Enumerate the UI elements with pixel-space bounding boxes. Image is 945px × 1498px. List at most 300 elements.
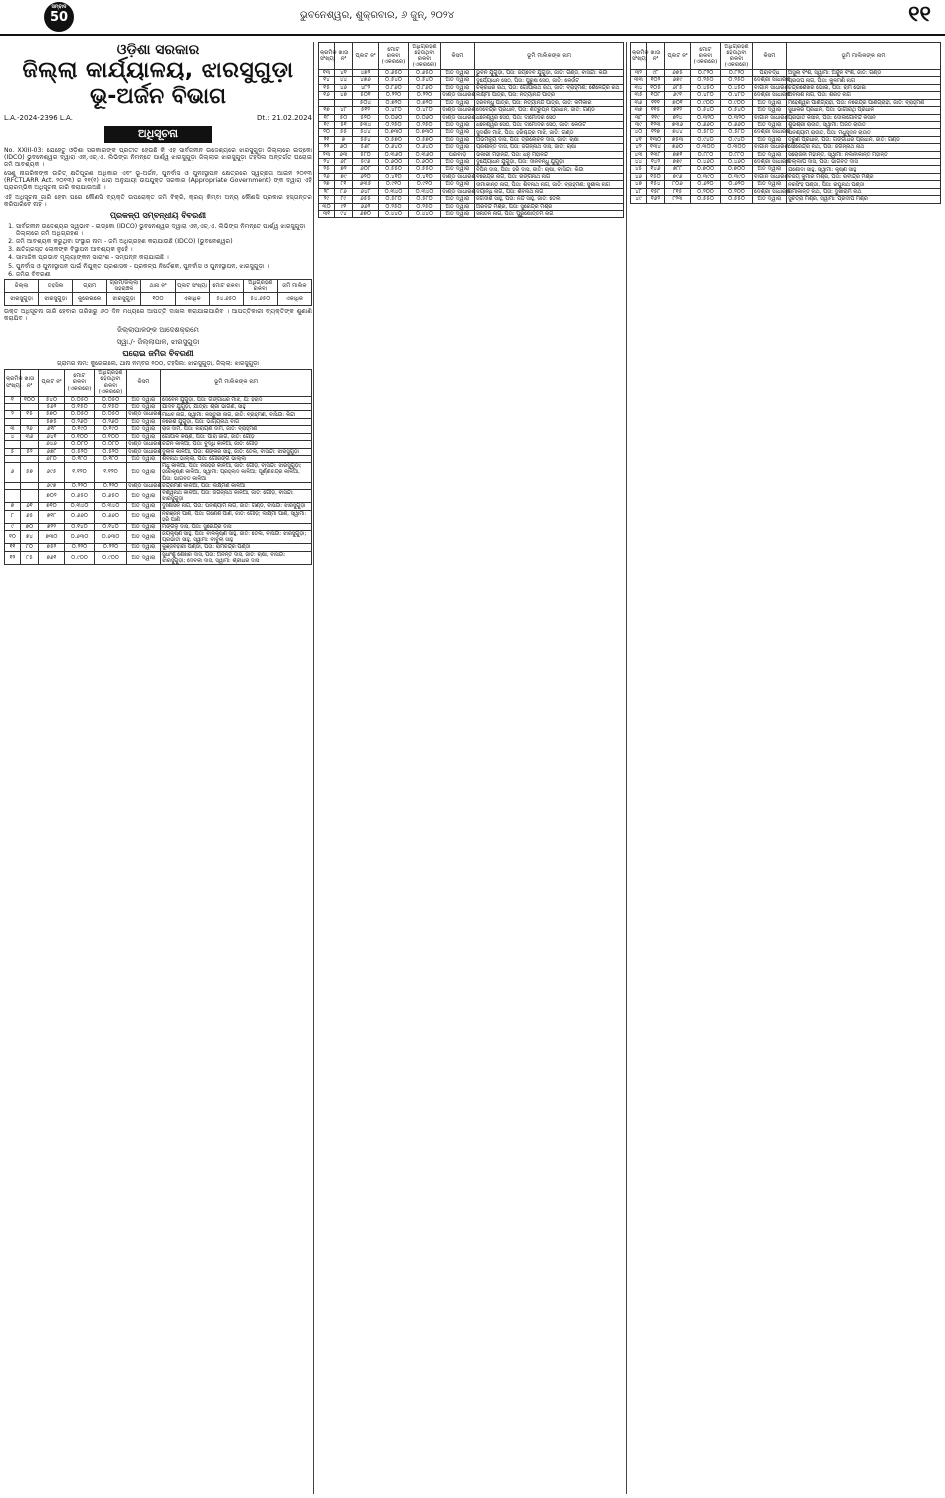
- kisam-cell: ଦାଣ୍ଡ ସାଧାରଣ: [442, 107, 476, 114]
- owner-cell: ନରେଶ ଯୁଗୁଡ଼ା, ପିତା: ଭାଗ୍ୟନାଥ ବାଗ: [161, 418, 312, 425]
- acquired-area-cell: ୦.୮୬୦: [409, 84, 441, 91]
- owner-cell: ସୁଚିତ୍ରା ମିଶ୍ର, ସ୍ୱାମୀ: ପ୍ରଦୀପ ମିଶ୍ର: [787, 196, 941, 203]
- kisam-cell: ଦେଶ୍ରୀ ସାଧାରଣ: [754, 77, 791, 84]
- plot-cell: ୫୭୫: [39, 418, 65, 425]
- acquired-area-cell: ୦.୧୮୦: [95, 455, 127, 462]
- total-area-cell: ୦.୦୫୦: [65, 396, 95, 403]
- plot-cell: ୭୦୨: [39, 490, 65, 503]
- acquired-area-cell: ୦.୫୭୦: [409, 136, 441, 143]
- village-line: ଗ୍ରାମର ନାମ: କୁରେଇଲେ, ଥାନା ନମ୍ବର ୧୦୦, ତହସିଲ: ଝାରସୁଗୁଡ଼ା, ଜିଲ୍ଲା: ଝାରସୁଗୁଡ଼ା: [57, 359, 259, 367]
- issue-date: ଭୁବନେଶ୍ୱର, ଶୁକ୍ରବାର, ୬ ଜୁନ୍, ୨୦୨୪: [300, 10, 455, 21]
- kisam-cell: ଅତ ଦ୍ୱାରା: [753, 196, 787, 203]
- acquired-area-cell: ୦.୨୦୦: [721, 188, 753, 195]
- acquired-area-cell: ୦.୯୪୦: [721, 136, 753, 143]
- kisam-cell: ଅତ ଦ୍ୱାରା: [441, 70, 475, 77]
- kisam-cell: ଅତ ଦ୍ୱାରା: [127, 426, 161, 433]
- plot-cell: ୫୫୪: [353, 136, 379, 143]
- table-row: [319, 121, 624, 128]
- land-table-header: ଖାତା ନଂ: [647, 43, 665, 70]
- owner-cell: ସୁଦର୍ଶନ ମାଝି, ପିତା: ହରିଶ୍ଚନ୍ଦ୍ର ମାଝି, ଜାତି: ଗଣ୍ଡ: [475, 129, 624, 136]
- serial-cell: ୩: [5, 426, 21, 433]
- plot-cell: ୭୦୧: [665, 99, 691, 106]
- kisam-cell: ଦାଣ୍ଡ ସାଧାରଣ: [128, 448, 162, 455]
- kisam-cell: ଅତ ଦ୍ୱାରା: [127, 523, 161, 530]
- land-table-header: ଖାତା ନଂ: [335, 43, 353, 70]
- acquired-area-cell: ୦.୭୩୦: [409, 129, 441, 136]
- project-table-header: ତହସିଲ: [39, 279, 73, 292]
- serial-cell: [5, 455, 21, 462]
- kisam-cell: ଅତ ଦ୍ୱାରା: [127, 490, 161, 503]
- project-table-cell: ଝାରସୁଗୁଡ଼ା: [107, 293, 141, 306]
- land-table-header: ପ୍ଲଟ ନଂ: [39, 369, 65, 396]
- project-point: 5. ପୁନର୍ବାସ ଓ ପୁନଃସ୍ଥାପନ ପାଇଁ ନିଯୁକ୍ତ ପ୍ରଶାସକ - ପ୍ରକଳ୍ପ ନିର୍ଦ୍ଦେଶକ, ପୁନର୍ବାସ ଓ ପୁନଃସ୍ଥାପନ, ଝାରସୁଗୁଡ଼ା ।: [16, 263, 312, 270]
- kisam-cell: ଅତ ଦ୍ୱାରା: [753, 166, 787, 173]
- total-area-cell: ୦.୨୫୦: [379, 203, 409, 210]
- total-area-cell: ୦.୫୫୦: [691, 196, 721, 203]
- khata-cell: ୧୦୨: [647, 77, 665, 84]
- plot-cell: ୮୦୬: [665, 181, 691, 188]
- serial-cell: ୧୭: [319, 107, 335, 114]
- project-table-cell: ୫୪.୬୫୦: [243, 293, 277, 306]
- owner-cell: ଭିକାରୀ ମହାନନ୍ଦ, ପିତା: ଧନୁ ମହାନନ୍ଦ: [475, 151, 624, 158]
- khata-cell: ୧୦୫: [647, 84, 665, 91]
- total-area-cell: ୦.୧୮୦: [65, 455, 95, 462]
- total-area-cell: ୦.୨୨୦: [65, 482, 95, 489]
- kisam-cell: ଅତ ଦ୍ୱାରା: [127, 531, 161, 544]
- acquired-area-cell: ୦.୨୨୦: [409, 92, 441, 99]
- total-area-cell: ୦.୬୦୦: [379, 159, 409, 166]
- table-row: [319, 211, 624, 218]
- owner-cell: ମହେଶ୍ୱର ପାଣିଗ୍ରାହୀ, ପିତା: ନରେନ୍ଦ୍ର ପାଣିଗ୍ରାହୀ, ଜାତି: ବ୍ରାହ୍ମଣ: [787, 99, 941, 106]
- serial-cell: ୩୯: [631, 121, 647, 128]
- acquired-area-cell: ୦.୧୫୦: [95, 403, 127, 410]
- kisam-cell: ଅତ ଦ୍ୱାରା: [127, 510, 161, 523]
- page-number: ୧୧: [908, 2, 931, 27]
- total-area-cell: ୧.୧୨୦: [65, 463, 95, 482]
- serial-cell: ୩୧: [319, 211, 335, 218]
- total-area-cell: ୦.୨୫୦: [691, 77, 721, 84]
- kisam-cell: ଅତ ଦ୍ୱାରା: [753, 121, 787, 128]
- plot-cell: ୭୧୦: [39, 503, 65, 510]
- plot-cell: ୬୯୭: [39, 482, 65, 489]
- total-area-cell: ୦.୭୦୦: [691, 166, 721, 173]
- owner-cell: ଅରବିନ୍ଦ ମିଶ୍ର, ପିତା: ସୁରେନ୍ଦ୍ର ମିଶ୍ର: [475, 203, 624, 210]
- total-area-cell: ୦.୫୮୦: [691, 129, 721, 136]
- table-row: [319, 129, 624, 136]
- owner-cell: ଅବିନାଶ ନାଗ, ପିତା: ଶରତ ନାଗ: [787, 92, 941, 99]
- serial-cell: ୪୫: [631, 166, 647, 173]
- project-point: 1. ସାର୍ବଜନୀନ ଉଦ୍ଦେଶ୍ୟର ସ୍ୱଭାବ - ଇଡ୍‌କୋ (IDCO) ଭୁବନେଶ୍ୱର ଦ୍ୱାରା ଏନ୍.ଏଚ୍.ଏ. ଲିଭିଙ୍ଗ ନିମନ୍ତେ ପାର୍ଶ୍ୱ ଝାରସୁଗୁଡ଼ା ଜିଲ୍ଲାରେ ଜମି ଅଧିଗ୍ରହଣ ।: [16, 223, 312, 237]
- plot-cell: ୫୨୦: [353, 114, 379, 121]
- project-table-header: ଜିଲ୍ଲା: [5, 279, 39, 292]
- plot-cell: ୬୩୫: [353, 181, 379, 188]
- khata-cell: ୬୮: [335, 159, 353, 166]
- kisam-cell: ବାଗାନ ସାଧାରଣ: [754, 144, 789, 151]
- table-row: [5, 433, 312, 440]
- land-table-header: ପ୍ଲଟ ନଂ: [665, 43, 691, 70]
- project-point: 3. କ୍ଷତିଗ୍ରସ୍ତ ଲୋକଙ୍କ ବିସ୍ଥାପନ ଆବଶ୍ୟକ ନୁହେଁ ।: [16, 246, 312, 253]
- kisam-cell: ଅତ ଦ୍ୱାରା: [753, 181, 787, 188]
- khata-cell: ୪୬: [335, 84, 353, 91]
- total-area-cell: ୦.୫୮୦: [379, 196, 409, 203]
- land-table-header: କ୍ରମିକ ସଂଖ୍ୟା: [319, 43, 335, 70]
- serial-cell: ୪୩: [631, 151, 647, 158]
- notice-column: [4, 42, 312, 1492]
- kisam-cell: ବାଗାନ ସାଧାରଣ: [754, 173, 789, 180]
- serial-cell: ୭: [5, 503, 21, 510]
- acquired-area-cell: ୦.୫୪୦: [409, 77, 441, 84]
- khata-cell: ୮୦: [21, 544, 39, 551]
- table-row: [5, 510, 312, 523]
- acquired-area-cell: ୦.୬୨୦: [721, 181, 753, 188]
- owner-cell: ଚନ୍ଦ୍ରମଣି କାଳିଆ, ପିତା: ଲକ୍ଷ୍ମଣ କାଳିଆ: [161, 482, 312, 489]
- reference-number: L.A.-2024-2396 L.A.: [4, 114, 73, 123]
- kisam-cell: ଅତ ଦ୍ୱାରା: [127, 544, 161, 551]
- serial-cell: ୫: [5, 448, 21, 455]
- owner-cell: ଗୋପାଳ କିଷ୍ଣ, ପିତା: ପାରା ଜାଗ, ଜାତି: ଗୌଡ଼: [161, 433, 312, 440]
- total-area-cell: ୦.୧୯୦: [65, 426, 95, 433]
- project-table-header: ଥାନା ନଂ: [141, 279, 175, 292]
- plot-cell: ୫୬୨: [39, 403, 65, 410]
- total-area-cell: ୦.୦୮୦: [65, 441, 95, 448]
- acquired-area-cell: ୧.୧୨୦: [95, 463, 127, 482]
- total-area-cell: ୦.୨୨୦: [379, 92, 409, 99]
- serial-cell: ୪୨: [631, 144, 647, 151]
- khata-cell: ୧୩୮: [647, 151, 665, 158]
- acquired-area-cell: ୦.୫୪୦: [721, 107, 753, 114]
- acquired-area-cell: ୦.୭୦୦: [721, 166, 753, 173]
- plot-cell: ୬୦୮: [353, 166, 379, 173]
- khata-cell: ୬୧: [21, 503, 39, 510]
- kisam-cell: ଦାଣ୍ଡ ସାଧାରଣ: [442, 188, 476, 195]
- land-table-header: ଅଧିଗ୍ରହଣ ହେଉଥିବା ରକବା (ଏକରରେ): [409, 43, 441, 70]
- owner-cell: ମଧୁ କାଳିଆ, ପିତା: ନରହରି କାଳିଆ, ଜାତି: ଗୌଡ଼, ବାସିନ୍ଦା: ଝାରସୁଗୁଡ଼ା; ହରେକୃଷ୍ଣ କାଳିଆ, ସ୍ୱାମୀ: ପ୍ରହ୍ଲାଦ କାଳିଆ; ପୂର୍ଣ୍ଣଚନ୍ଦ୍ର କାଳିଆ, ପିତା: ଭାଗବତ କାଳିଆ: [161, 463, 312, 482]
- acquired-area-cell: ୦.୦୬୦: [409, 114, 441, 121]
- plot-cell: ୭୨୪: [665, 114, 691, 121]
- total-area-cell: ୦.୬୫୦: [65, 490, 95, 503]
- serial-cell: ୩୮: [631, 114, 647, 121]
- khata-cell: [21, 418, 39, 425]
- total-area-cell: ୦.୬୪୦: [379, 144, 409, 151]
- total-area-cell: ୦.୬୨୦: [691, 181, 721, 188]
- plot-cell: ୭୬୦: [665, 144, 691, 151]
- serial-cell: ୧୩: [319, 70, 335, 77]
- acquired-area-cell: ୦.୧୦୦: [95, 433, 127, 440]
- kisam-cell: ଅତ ଦ୍ୱାରା: [127, 463, 161, 482]
- signature-authority: ସ୍ୱା./- ଜିଲ୍ଲାପାଳ, ଝାରସୁଗୁଡ଼ା: [116, 338, 200, 347]
- khata-cell: ୭୪: [21, 531, 39, 544]
- acquired-area-cell: ୦.୪୮୦: [721, 92, 753, 99]
- serial-cell: ୧୪: [319, 77, 335, 84]
- plot-cell: ୪୮୨: [353, 84, 379, 91]
- land-table-header: ପ୍ଲଟ ନଂ: [353, 43, 379, 70]
- project-table-cell: କୁରେଇଲେ: [73, 293, 107, 306]
- total-area-cell: ୦.୬୬୦: [691, 121, 721, 128]
- table-row: [631, 144, 941, 151]
- land-table-column: [318, 42, 624, 1492]
- land-table-header: କିସମ: [127, 369, 161, 396]
- kisam-cell: ଦେଶ୍ରୀ ସାଧାରଣ: [754, 159, 791, 166]
- total-area-cell: ୦.୫୪୦: [379, 77, 409, 84]
- acquired-area-cell: ୦.୯୦୦: [95, 551, 127, 564]
- total-area-cell: ୦.୩୦୦: [691, 144, 721, 151]
- acquired-area-cell: ୦.୨୬୦: [95, 418, 127, 425]
- acquired-area-cell: ୦.୩୪୦: [409, 188, 441, 195]
- acquired-area-cell: ୦.୬୬୦: [721, 121, 753, 128]
- kisam-cell: ଦେଶ୍ରୀ ସାଧାରଣ: [754, 188, 791, 195]
- project-table-header: ମୋଟ ରକବା: [209, 279, 243, 292]
- project-table-cell: ଝାରସୁଗୁଡ଼ା: [5, 293, 39, 306]
- total-area-cell: ୦.୫୫୦: [379, 166, 409, 173]
- khata-cell: ୬୦: [335, 144, 353, 151]
- table-row: [631, 129, 941, 136]
- table-row: [5, 403, 312, 410]
- serial-cell: ୪୭: [631, 181, 647, 188]
- total-area-cell: ୦.୭୨୦: [379, 99, 409, 106]
- total-area-cell: ୦.୩୨୦: [691, 114, 721, 121]
- serial-cell: ୨୮: [319, 188, 335, 195]
- plot-cell: ୭୪୪: [665, 129, 691, 136]
- kisam-cell: ଅତ ଦ୍ୱାରା: [127, 396, 161, 403]
- khata-cell: ୯୮: [647, 70, 665, 77]
- project-point: 6. ଜମିର ବିବରଣୀ: [16, 271, 312, 278]
- land-table-header: କ୍ରମିକ ସଂଖ୍ୟା: [5, 369, 21, 396]
- table-row: [5, 418, 312, 425]
- acquired-area-cell: ୦.୦୫୦: [95, 411, 127, 418]
- table-row: [631, 84, 941, 91]
- kisam-cell: ଅତ ଦ୍ୱାରା: [753, 107, 787, 114]
- khata-cell: ୧୧୯: [647, 114, 665, 121]
- plot-cell: ୭୯୬: [665, 173, 691, 180]
- serial-cell: ୪୬: [631, 173, 647, 180]
- notice-date: Dt.: 21.02.2024: [256, 114, 312, 123]
- table-row: [319, 181, 624, 188]
- acquired-area-cell: ୦.୪୮୦: [409, 107, 441, 114]
- plot-cell: ୭୬୧: [39, 551, 65, 564]
- project-table-header: ଜମି ମାଲିକ: [277, 279, 311, 292]
- khata-cell: ୭: [335, 136, 353, 143]
- serial-cell: [5, 418, 21, 425]
- khata-cell: ୧୫୪: [647, 181, 665, 188]
- plot-cell: ୬୪୮: [353, 188, 379, 195]
- khata-cell: ୧୧୫: [647, 107, 665, 114]
- serial-cell: ୨୫: [319, 166, 335, 173]
- table-row: [631, 70, 941, 77]
- kisam-cell: ଦାଣ୍ଡ ସାଧାରଣ: [128, 441, 162, 448]
- table-row: [631, 107, 941, 114]
- plot-cell: ୬୪୬: [39, 441, 65, 448]
- khata-cell: [21, 403, 39, 410]
- total-area-cell: ୦.୧୦୦: [65, 433, 95, 440]
- total-area-cell: ୦.୮୮୦: [691, 151, 721, 158]
- signature-line: ଜିଲ୍ଲାପାଳଙ୍କ ଆଦେଶକ୍ରମେ: [117, 326, 199, 335]
- serial-cell: ୩୬: [631, 99, 647, 106]
- kisam-cell: ଅତ ଦ୍ୱାରା: [441, 144, 475, 151]
- total-area-cell: ୦.୨୬୦: [65, 418, 95, 425]
- owner-cell: ଦୁଃଶାସନ ନାଗ, ପିତା: ଘନଶ୍ୟାମ ନାଗ, ଜାତି: ଗଣ୍ଡ, ବାସିନ୍ଦା: ଝାରସୁଗୁଡ଼ା: [161, 503, 312, 510]
- total-area-cell: ୦.୮୨୦: [691, 70, 721, 77]
- plot-cell: ୫୮୦: [353, 151, 379, 158]
- acquired-area-cell: ୦.୨୨୦: [95, 544, 127, 551]
- owner-cell: ଭୁବନ ଯୁଗୁଡ଼ା, ପିତା: ଜୟଦେବ ଯୁଗୁଡ଼ା, ଜାତି: ଗଣ୍ଡ, ବାସିନ୍ଦା: କିନ୍ଦା: [475, 70, 624, 77]
- plot-cell: ୬୪୧: [39, 433, 65, 440]
- serial-cell: ୩୨: [631, 70, 647, 77]
- owner-cell: ଯାଦବ ଯୁଗୁଡ଼ା, ଯାତ୍ରା: ଶ୍ରୀ ଭାଗଣ, ସାହୁ: [161, 403, 312, 410]
- kisam-cell: ଅତ ଦ୍ୱାରା: [441, 159, 475, 166]
- total-area-cell: ୦.୩୪୦: [65, 503, 95, 510]
- plot-cell: ୭୫୩: [665, 136, 691, 143]
- khata-cell: ୫୫: [335, 129, 353, 136]
- kisam-cell: ଅତ ଦ୍ୱାରା: [441, 196, 475, 203]
- serial-cell: ୯: [5, 523, 21, 530]
- land-table-header: କିସମ: [441, 43, 475, 70]
- project-table-cell: ଏକାଧିକ: [175, 293, 209, 306]
- serial-cell: ୪: [5, 433, 21, 440]
- plot-cell: ୬୭୯: [665, 77, 691, 84]
- khata-cell: [21, 482, 39, 489]
- kisam-cell: ଅତ ଦ୍ୱାରା: [127, 503, 161, 510]
- acquired-area-cell: ୦.୪୫୦: [721, 84, 753, 91]
- serial-cell: ୪୦: [631, 129, 647, 136]
- project-table-cell: ୫୪.୬୫୦: [209, 293, 243, 306]
- kisam-cell: ଅତ ଦ୍ୱାରା: [127, 551, 161, 564]
- plot-cell: ୭୨୨: [39, 523, 65, 530]
- khata-cell: [335, 99, 353, 106]
- khata-cell: ୮୬: [335, 188, 353, 195]
- serial-cell: ୨୪: [319, 159, 335, 166]
- khata-cell: ୧୩୪: [647, 144, 665, 151]
- owner-cell: ଜଗଦୀଶ ସାହୁ, ପିତା: ନନ୍ଦ ସାହୁ, ଜାତି: ତେଲି: [475, 196, 624, 203]
- serial-cell: ୨୭: [319, 181, 335, 188]
- acquired-area-cell: ୦.୨୫୦: [721, 77, 753, 84]
- table-row: [631, 77, 941, 84]
- khata-cell: ୭୨: [335, 166, 353, 173]
- land-table-header: ମୋଟ ରକବା (ଏକରରେ): [379, 43, 409, 70]
- project-points: [4, 223, 312, 278]
- owner-cell: ରାଜ ଦାମ, ପିତା: ନାରାୟଣ ଦାମ, ଜାତି: ବ୍ରାହ୍ମଣ: [161, 426, 312, 433]
- land-table: [4, 369, 312, 565]
- khata-cell: ୩୬: [21, 433, 39, 440]
- table-row: [631, 121, 941, 128]
- serial-cell: [5, 403, 21, 410]
- serial-cell: ୩୪: [631, 84, 647, 91]
- acquired-area-cell: ୦.୫୮୦: [721, 129, 753, 136]
- plot-cell: ୫୬୮: [353, 144, 379, 151]
- plot-cell: ୬୮୦: [39, 455, 65, 462]
- land-table-header: କ୍ରମିକ ସଂଖ୍ୟା: [631, 43, 647, 70]
- acquired-area-cell: ୦.୨୨୦: [95, 482, 127, 489]
- land-table-header: ଅଧିଗ୍ରହଣ ହେଉଥିବା ରକବା (ଏକରରେ): [95, 369, 127, 396]
- land-table: [318, 42, 624, 218]
- department-name: ଭୂ-ଅର୍ଜନ ବିଭାଗ: [89, 84, 227, 110]
- table-row: [631, 99, 941, 106]
- acquired-area-cell: ୦.୯୦୦: [721, 99, 753, 106]
- project-table-header: ଗ୍ରାମ: [73, 279, 107, 292]
- land-details-heading: ଘରୋଇ ଜମିର ବିବରଣୀ: [122, 349, 194, 359]
- project-point: 2. ଜମି ଆବଶ୍ୟକ କରୁଥିବା ସଂସ୍ଥାର ନାମ - ଜମି ଅଧିଗ୍ରହଣ କରାଯାଉଛି (IDCO) (ଭୁବନେଶ୍ୱର): [16, 238, 312, 245]
- notice-paragraph: No. XXIII-03: ଯେହେତୁ ଓଡ଼ିଶା ସରକାରଙ୍କ ପ୍ରତୀତ ହେଉଛି କି ଏହ ସାର୍ବଜନୀନ ଉଦ୍ଦେଶ୍ୟରେ ଝାରସୁଗୁଡ଼ା ଜିଲ୍ଲାରେ ଇଡ୍‌କୋ (IDCO) ଭୁବନେଶ୍ୱର ଦ୍ୱାରା ଏନ୍.ଏଚ୍.ଏ. ଲିଭିଙ୍ଗ ନିମନ୍ତେ ପାର୍ଶ୍ୱ ଝାରସୁଗୁଡ଼ା ଜିଲ୍ଲାର ଝାରସୁଗୁଡ଼ା ତହସିଲ ଅନ୍ତର୍ଗତ ଘରୋଇ ଜମି ଆବଶ୍ୟକ ।: [4, 146, 312, 169]
- kisam-cell: ଅତ ଦ୍ୱାରା: [441, 77, 475, 84]
- serial-cell: [319, 99, 335, 106]
- table-row: [5, 551, 312, 564]
- owner-cell: ଧନେଶ୍ୱର ସେଠ, ପିତା: ଦାମୋଦର ସେଠ: [475, 114, 624, 121]
- total-area-cell: ୦.୩୪୦: [379, 188, 409, 195]
- owner-cell: ସୌରେନ୍ଦ୍ର ନାଥ, ପିତା: ଜଗନ୍ନାଥ ନାଥ: [787, 144, 941, 151]
- owner-cell: ଜୟକୃଷ୍ଣ ସାହୁ, ପିତା: ବାଳକୃଷ୍ଣ ସାହୁ, ଜାତି: ତେଲି, ବାସିନ୍ଦା: ଝାରସୁଗୁଡ଼ା; ପ୍ରଭାତୀ ସାହୁ, ସ୍ୱାମୀ: ବାବୁଲା ସାହୁ: [161, 531, 312, 544]
- kisam-cell: ଅତ ଦ୍ୱାରା: [127, 433, 161, 440]
- reference-row: [4, 114, 312, 122]
- khata-cell: ୪୭: [335, 92, 353, 99]
- total-area-cell: ୦.୩୯୦: [691, 173, 721, 180]
- serial-cell: ୨୧: [319, 136, 335, 143]
- serial-cell: ୧୮: [319, 114, 335, 121]
- acquired-area-cell: ୦.୬୩୦: [95, 531, 127, 544]
- plot-cell: ୬୯୫: [39, 463, 65, 482]
- land-table-header: ମୋଟ ରକବା (ଏକରରେ): [691, 43, 721, 70]
- plot-cell: ୫୭୦: [39, 411, 65, 418]
- table-row: [631, 173, 941, 180]
- serial-cell: ୪୮: [631, 188, 647, 195]
- kisam-cell: ଅତ ଦ୍ୱାରା: [441, 203, 475, 210]
- khata-cell: ୧୨୭: [647, 129, 665, 136]
- kisam-cell: ପରାବର୍ଦ୍ଧ: [753, 70, 787, 77]
- serial-cell: ୩୩: [631, 77, 647, 84]
- total-area-cell: ୦.୬୫୦: [379, 70, 409, 77]
- owner-cell: ସୁଧାଂଶୁ ଶେଖର ଦାସ, ପିତା: ଅନନ୍ତ ଦାସ, ଜାତି: ଚାଷା, ବାସିନ୍ଦା: ଝାରସୁଗୁଡ଼ା; ଦେବକୀ ଦାସ, ସ୍ୱାମୀ: ଶ୍ରୀଧର ଦାସ: [161, 551, 312, 564]
- serial-cell: ୧୧: [5, 544, 21, 551]
- serial-cell: ୩୦: [319, 203, 335, 210]
- khata-cell: ୧୫: [21, 411, 39, 418]
- khata-cell: [21, 455, 39, 462]
- table-row: [319, 136, 624, 143]
- serial-cell: ୩୭: [631, 107, 647, 114]
- owner-cell: କୁଞ୍ଜବିହାରୀ ପଣ୍ଡା, ପିତା: ରାମଚନ୍ଦ୍ର ପଣ୍ଡା: [161, 544, 312, 551]
- total-area-cell: ୦.୦୬୦: [379, 114, 409, 121]
- khata-cell: ୧୬୨: [647, 196, 665, 203]
- table-row: [631, 114, 941, 121]
- table-row: [631, 196, 941, 203]
- table-row: [319, 144, 624, 151]
- plot-cell: ୮୧୫: [665, 188, 691, 195]
- table-row: [631, 159, 941, 166]
- serial-cell: ୧୫: [319, 84, 335, 91]
- serial-cell: ୨୩: [319, 151, 335, 158]
- total-area-cell: ୦.୫୪୦: [691, 107, 721, 114]
- table-row: [319, 77, 624, 84]
- serial-cell: ୪୯: [631, 196, 647, 203]
- khata-cell: [21, 441, 39, 448]
- total-area-cell: ୦.୪୬୦: [691, 159, 721, 166]
- khata-cell: ୧୫୦: [647, 173, 665, 180]
- table-row: [319, 107, 624, 114]
- plot-cell: ୪୭୬: [353, 77, 379, 84]
- kisam-cell: ଦେଶ୍ରୀ ସାଧାରଣ: [754, 129, 791, 136]
- serial-cell: ୨୬: [319, 173, 335, 180]
- khata-cell: ୧୦୦: [21, 396, 39, 403]
- kisam-cell: ଅତ ଦ୍ୱାରା: [441, 136, 475, 143]
- serial-cell: ୧୬: [319, 92, 335, 99]
- table-row: [5, 426, 312, 433]
- acquired-area-cell: ୦.୫୨୦: [95, 448, 127, 455]
- table-row: [319, 84, 624, 91]
- kisam-cell: ଅତ ଦ୍ୱାରା: [127, 418, 161, 425]
- kisam-cell: ଘରବାଡ଼ି: [441, 151, 475, 158]
- khata-cell: [21, 490, 39, 503]
- total-area-cell: ୦.୩୬୦: [379, 151, 409, 158]
- column-divider: [313, 42, 314, 1494]
- serial-cell: ୧: [5, 396, 21, 403]
- notice-paragraph: ସେଣୁ ନାଗରିକଙ୍କ ଉଚିତ୍ କ୍ଷତିପୂରଣ ଅଧିକାର ଏବଂ ଭୂ-ଅର୍ଜନ, ପୁନର୍ବାସ ଓ ପୁନଃସ୍ଥାପନ କ୍ଷେତ୍ରରେ ସ୍ୱଚ୍ଛତା ଆଇନ ୨୦୧୩ (RFCTLARR Act. ୨୦୧୩) ର ୧୧(୧) ଧାରା ଅନୁଯାୟୀ ଉପଯୁକ୍ତ ସରକାର (Appropriate Government) ଙ୍କ ଦ୍ୱାରା ଏହି ପ୍ରାରମ୍ଭିକ ଅଧିସୂଚନା ଜାରି କରାଯାଉଅଛି ।: [4, 170, 312, 192]
